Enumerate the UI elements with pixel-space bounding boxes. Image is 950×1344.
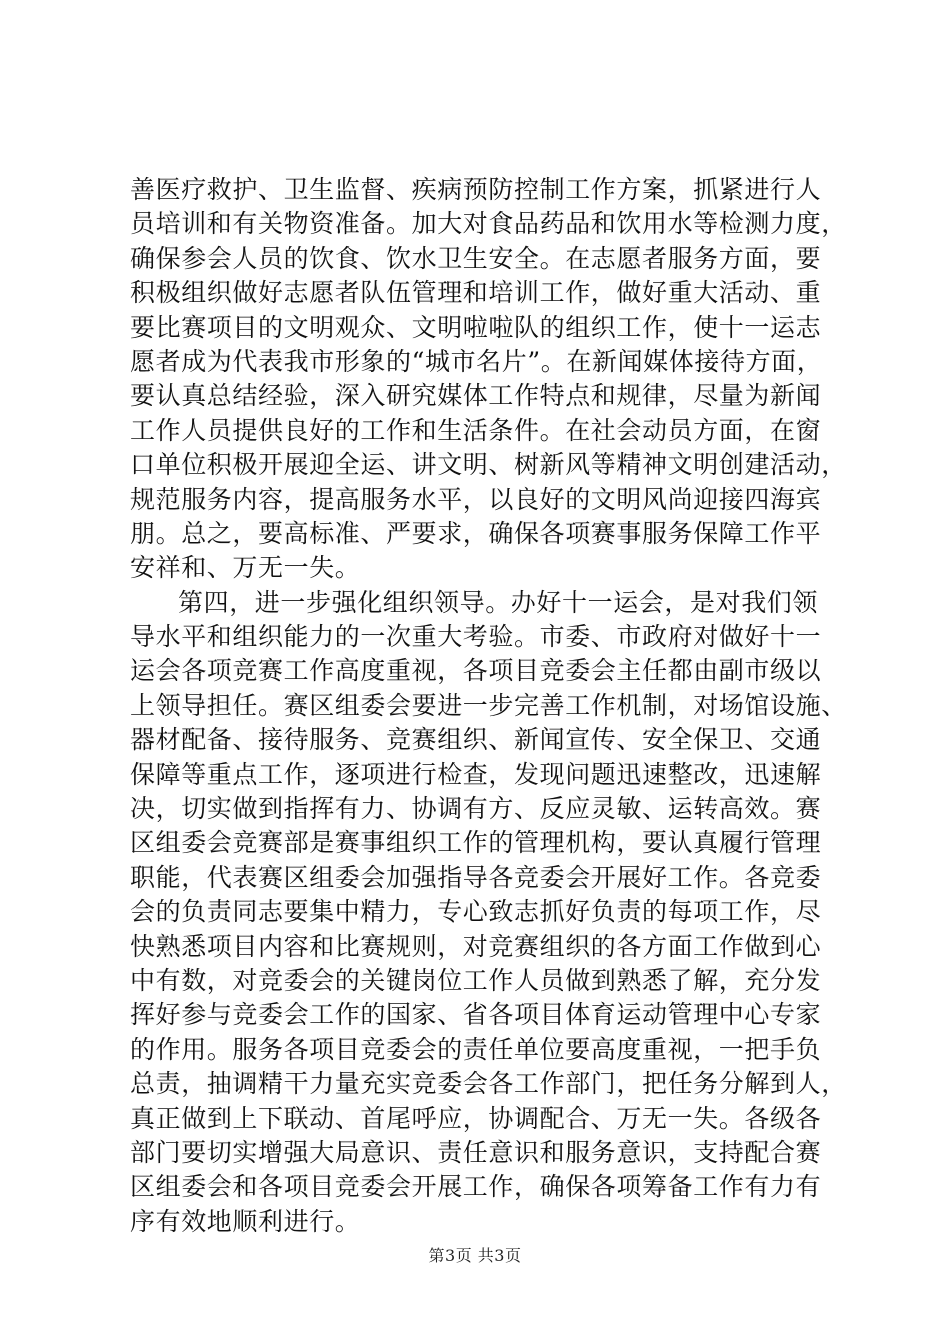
document-body xyxy=(130,173,847,1239)
text-line: 运会各项竞赛工作高度重视，各项目竞委会主任都由副市级以 xyxy=(130,656,822,686)
text-line: 上领导担任。赛区组委会要进一步完善工作机制，对场馆设施、 xyxy=(130,690,847,720)
page-number-footer: 第3页 共3页 xyxy=(428,1246,522,1265)
text-line: 器材配备、接待服务、竞赛组织、新闻宣传、安全保卫、交通 xyxy=(130,725,822,755)
text-line: 区组委会和各项目竞委会开展工作，确保各项筹备工作有力有 xyxy=(130,1172,822,1202)
text-line: 口单位积极开展迎全运、讲文明、树新风等精神文明创建活动， xyxy=(130,450,847,480)
text-line: 区组委会竞赛部是赛事组织工作的管理机构，要认真履行管理 xyxy=(130,828,822,858)
text-line: 要比赛项目的文明观众、文明啦啦队的组织工作，使十一运志 xyxy=(130,312,822,342)
text-line: 决，切实做到指挥有力、协调有方、反应灵敏、运转高效。赛 xyxy=(130,794,822,824)
text-line: 善医疗救护、卫生监督、疾病预防控制工作方案，抓紧进行人 xyxy=(130,175,822,204)
text-line: 职能，代表赛区组委会加强指导各竞委会开展好工作。各竞委 xyxy=(130,862,822,892)
text-line: 积极组织做好志愿者队伍管理和培训工作，做好重大活动、重 xyxy=(130,278,822,308)
text-line: 部门要切实增强大局意识、责任意识和服务意识，支持配合赛 xyxy=(130,1137,822,1167)
text-line: 真正做到上下联动、首尾呼应，协调配合、万无一失。各级各 xyxy=(130,1103,822,1133)
text-line: 安祥和、万无一失。 xyxy=(130,553,361,583)
text-line: 挥好参与竞委会工作的国家、省各项目体育运动管理中心专家 xyxy=(130,1000,822,1030)
text-line: 朋。总之，要高标准、严要求，确保各项赛事服务保障工作平 xyxy=(130,518,822,548)
text-line: 员培训和有关物资准备。加大对食品药品和饮用水等检测力度， xyxy=(130,209,847,239)
text-line: 愿者成为代表我市形象的“城市名片”。在新闻媒体接待方面， xyxy=(130,346,823,376)
text-line: 序有效地顺利进行。 xyxy=(130,1206,361,1236)
text-line: 导水平和组织能力的一次重大考验。市委、市政府对做好十一 xyxy=(130,622,822,652)
text-line: 保障等重点工作，逐项进行检查，发现问题迅速整改，迅速解 xyxy=(130,759,822,789)
text-line: 会的负责同志要集中精力，专心致志抓好负责的每项工作，尽 xyxy=(130,897,822,927)
text-line: 的作用。服务各项目竞委会的责任单位要高度重视，一把手负 xyxy=(130,1034,822,1064)
text-line: 确保参会人员的饮食、饮水卫生安全。在志愿者服务方面，要 xyxy=(130,243,822,273)
text-line: 中有数，对竞委会的关键岗位工作人员做到熟悉了解，充分发 xyxy=(130,965,822,995)
paragraph-start-line: 第四，进一步强化组织领导。办好十一运会，是对我们领 xyxy=(178,587,819,617)
text-line: 工作人员提供良好的工作和生活条件。在社会动员方面，在窗 xyxy=(130,415,822,445)
text-line: 快熟悉项目内容和比赛规则，对竞赛组织的各方面工作做到心 xyxy=(130,931,822,961)
text-line: 规范服务内容，提高服务水平，以良好的文明风尚迎接四海宾 xyxy=(130,484,822,514)
text-line: 总责，抽调精干力量充实竞委会各工作部门，把任务分解到人， xyxy=(130,1069,847,1099)
text-line: 要认真总结经验，深入研究媒体工作特点和规律，尽量为新闻 xyxy=(130,381,822,411)
